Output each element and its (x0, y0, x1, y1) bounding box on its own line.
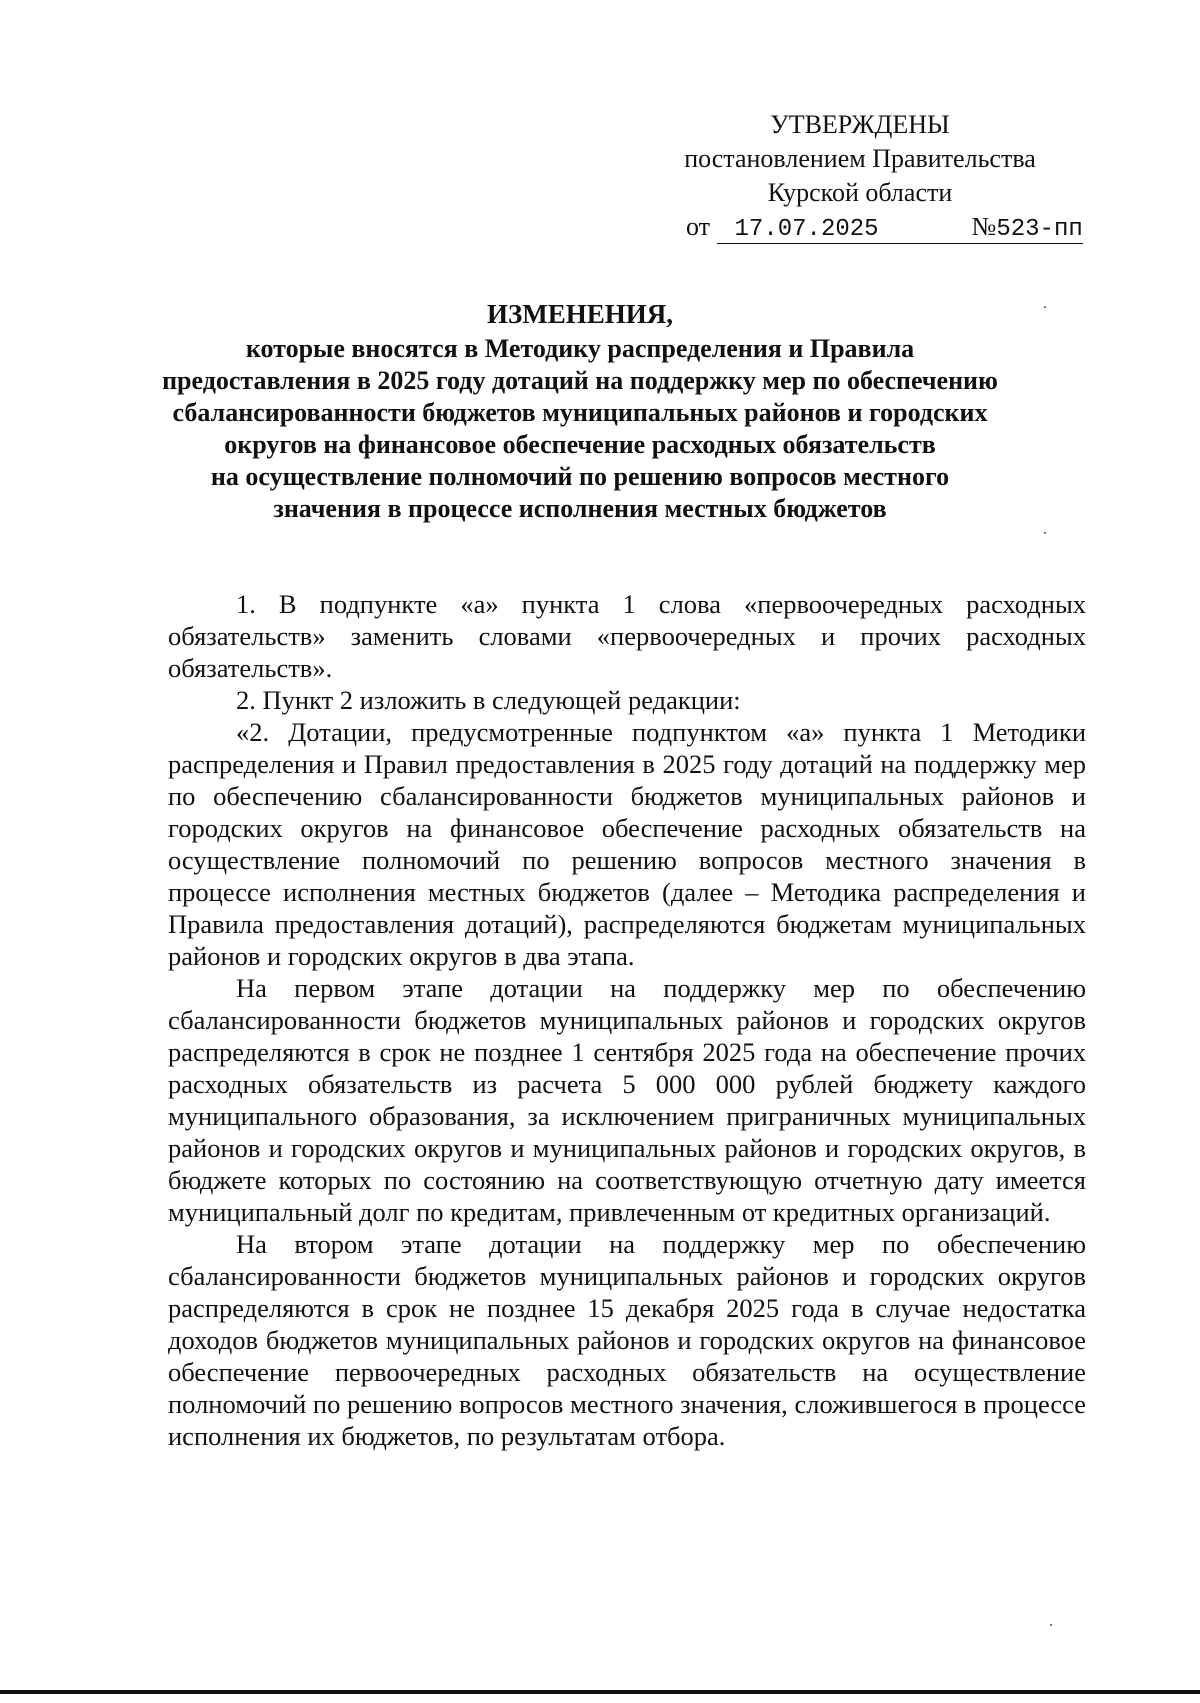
approval-region: Курской области (767, 178, 953, 207)
number-prefix: № (971, 212, 997, 241)
document-body (168, 588, 1086, 1452)
paragraph-5: На втором этапе дотации на поддержку мер по обеспечению сбалансированности бюджетов муниципальных районов и городских округов распределяются в срок не позднее 15 декабря 2025 года в случае недостатка доходов бюджетов муниципальных районов и городских округов на финансовое обеспечение первоочередных расходных обязательств на осуществление полномочий по решению вопросов местного значения, сложившегося в процессе исполнения их бюджетов, по результатам отбора. (168, 1229, 1086, 1451)
title-line: на осуществление полномочий по решению вопросов местного (210, 462, 950, 491)
title-line: значения в процессе исполнения местных бюджетов (273, 494, 887, 523)
approval-number: 523-пп (996, 216, 1083, 243)
approval-date: 17.07.2025 (717, 217, 972, 244)
scan-speck (1050, 1624, 1052, 1626)
title-heading: ИЗМЕНЕНИЯ, (486, 299, 673, 329)
approval-authority: постановлением Правительства (684, 144, 1036, 173)
paragraph-3: «2. Дотации, предусмотренные подпунктом «а» пункта 1 Методики распределения и Правил предоставления в 2025 году дотаций на поддержку мер по обеспечению сбалансированности бюджетов муниципальных районов и городских округов на финансовое обеспечение расходных обязательств на осуществление полномочий по решению вопросов местного значения в процессе исполнения местных бюджетов (далее – Методика распределения и Правила предоставления дотаций), распределяются бюджетам муниципальных районов и городских округов в два этапа. (168, 717, 1086, 971)
title-line: сбалансированности бюджетов муниципальных районов и городских (172, 398, 988, 427)
paragraph-4: На первом этапе дотации на поддержку мер по обеспечению сбалансированности бюджетов муниципальных районов и городских округов распределяются в срок не позднее 1 сентября 2025 года на обеспечение прочих расходных обязательств из расчета 5 000 000 рублей бюджету каждого муниципального образования, за исключением приграничных муниципальных районов и городских округов и муниципальных районов и городских округов, в бюджете которых по состоянию на соответствующую отчетную дату имеется муниципальный долг по кредитам, привлеченным от кредитных организаций. (168, 973, 1086, 1227)
document-title (140, 298, 1020, 525)
paragraph-2: 2. Пункт 2 изложить в следующей редакции: (236, 685, 741, 715)
scan-speck (1044, 306, 1046, 308)
title-line: округов на финансовое обеспечение расходных обязательств (224, 430, 936, 459)
approval-block (620, 108, 1100, 244)
date-prefix: от (686, 212, 711, 241)
scan-speck (1044, 532, 1046, 534)
title-line: предоставления в 2025 году дотаций на поддержку мер по обеспечению (162, 366, 998, 395)
paragraph-1: 1. В подпункте «а» пункта 1 слова «первоочередных расходных обязательств» заменить словами «первоочередных и прочих расходных обязательств». (168, 589, 1086, 683)
approval-date-line (620, 210, 1100, 244)
title-line: которые вносятся в Методику распределения и Правила (245, 334, 915, 363)
approval-heading: УТВЕРЖДЕНЫ (770, 110, 950, 139)
scan-border-line (0, 1690, 1200, 1694)
